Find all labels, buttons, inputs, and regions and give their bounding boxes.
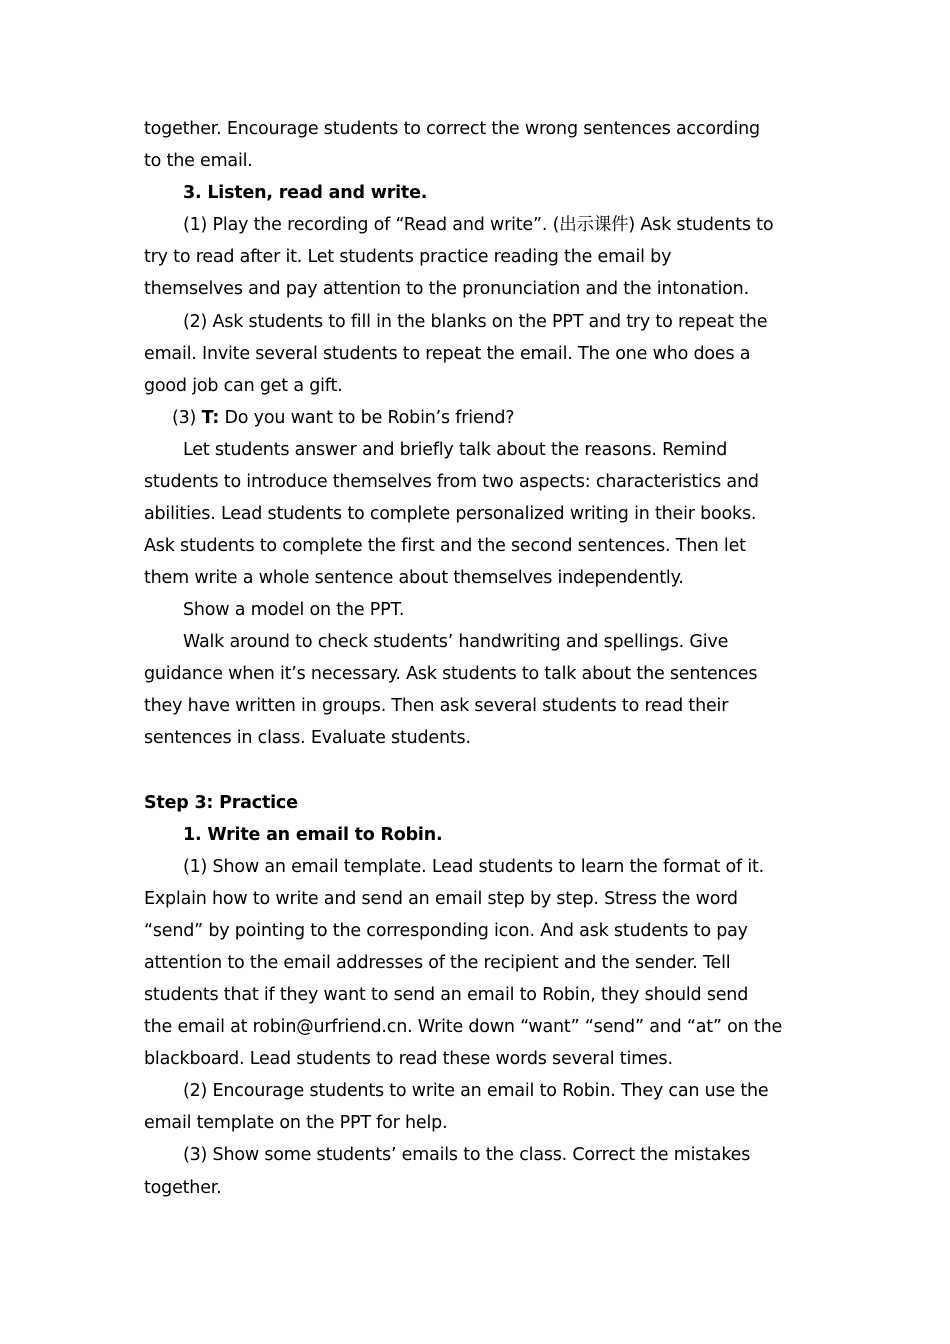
section-heading: 3. Listen, read and write. [183, 183, 428, 203]
text-line: sentences in class. Evaluate students. [144, 728, 471, 748]
item-number: (3) [172, 408, 202, 428]
speaker-label: T: [201, 408, 220, 428]
dialogue-text: Do you want to be Robin’s friend? [219, 408, 515, 428]
text-line: email template on the PPT for help. [144, 1113, 448, 1133]
text-line: guidance when it’s necessary. Ask students to talk about the sentences [144, 664, 758, 684]
text-line [172, 407, 514, 429]
text-line: students that if they want to send an email to Robin, they should send [144, 985, 749, 1005]
text-line: (1) Play the recording of “Read and write”. (出示课件) Ask students to [183, 215, 774, 235]
step-heading: Step 3: Practice [144, 793, 298, 813]
text-line: abilities. Lead students to complete personalized writing in their books. [144, 504, 757, 524]
text-line: Ask students to complete the first and the second sentences. Then let [144, 536, 746, 556]
text-line: Let students answer and briefly talk about the reasons. Remind [183, 440, 728, 460]
text-line: together. [144, 1178, 222, 1198]
text-line: Walk around to check students’ handwriting and spellings. Give [183, 632, 729, 652]
text-line: Explain how to write and send an email step by step. Stress the word [144, 889, 738, 909]
text-line: good job can get a gift. [144, 376, 343, 396]
text-line: “send” by pointing to the corresponding icon. And ask students to pay [144, 921, 748, 941]
text-line: blackboard. Lead students to read these words several times. [144, 1049, 673, 1069]
text-line: try to read after it. Let students practice reading the email by [144, 247, 672, 267]
text-line: (3) Show some students’ emails to the class. Correct the mistakes [183, 1145, 751, 1165]
text-line: Show a model on the PPT. [183, 600, 405, 620]
text-line: they have written in groups. Then ask several students to read their [144, 696, 729, 716]
text-line: students to introduce themselves from two aspects: characteristics and [144, 472, 759, 492]
text-line: (2) Encourage students to write an email to Robin. They can use the [183, 1081, 769, 1101]
text-line: them write a whole sentence about themselves independently. [144, 568, 684, 588]
section-heading: 1. Write an email to Robin. [183, 825, 443, 845]
text-line: together. Encourage students to correct the wrong sentences according [144, 119, 760, 139]
text-line: (1) Show an email template. Lead students to learn the format of it. [183, 857, 765, 877]
text-line: email. Invite several students to repeat the email. The one who does a [144, 344, 751, 364]
text-line: to the email. [144, 151, 253, 171]
text-line: themselves and pay attention to the pronunciation and the intonation. [144, 279, 749, 299]
text-line: attention to the email addresses of the recipient and the sender. Tell [144, 953, 731, 973]
text-line: (2) Ask students to fill in the blanks on the PPT and try to repeat the [183, 312, 768, 332]
text-line: the email at robin@urfriend.cn. Write down “want” “send” and “at” on the [144, 1017, 783, 1037]
